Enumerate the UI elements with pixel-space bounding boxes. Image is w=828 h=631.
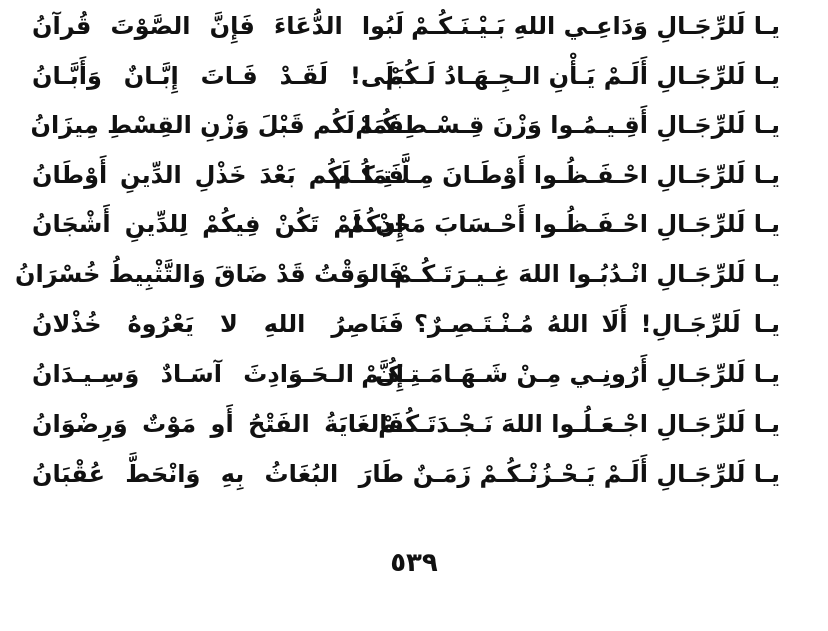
verse-first-hemistich: يـا لَلرِّجَـالِ احْـفَـظُـوا أَوْطَـانَ مِـلَّـتِـكُـم: [333, 161, 780, 189]
page-number: ٥٣٩: [390, 548, 438, 578]
verse-first-hemistich: يـا لَلرِّجَـالِ أَقِـيـمُـوا وَزْنَ قِـسْـطِـكُـمْ: [355, 111, 780, 139]
verse-line: [0, 398, 828, 450]
verse-first-hemistich: يـا لَلرِّجَـالِ! أَلَا اللهُ مُـنْـتَـصِـرٌ؟: [414, 310, 780, 338]
verse-first-hemistich: يـا لَلرِّجَـالِ اجْـعَـلُـوا اللهَ نَـجْـدَتَـكُـمْ: [378, 410, 780, 438]
verse-second-hemistich: إِنْ لَمْ تَكُنْ فِيكُمْ لِلدِّينِ أَشْجَانُ: [32, 210, 404, 238]
verse-line: [0, 248, 828, 300]
verse-first-hemistich: يـا لَلرِّجَـالِ وَدَاعِـي اللهِ بَـيْـنَـكُـمْ: [411, 12, 780, 40]
verse-line: [0, 198, 828, 250]
verse-second-hemistich: فَمَا لَكُم قَبْلَ وَزْنِ القِسْطِ مِيزَانُ: [30, 111, 404, 139]
verse-line: [0, 298, 828, 350]
verse-second-hemistich: لَبُوا الدُّعَاءَ فَإِنَّ الصَّوْتَ قُرآنُ: [32, 12, 404, 40]
verse-line: [0, 99, 828, 151]
verse-line: [0, 348, 828, 400]
verse-second-hemistich: فَالغَايَةُ الفَتْحُ أَو مَوْتٌ وَرِضْوَانُ: [32, 410, 404, 438]
verse-first-hemistich: يـا لَلرِّجَـالِ أَرُونِـي مِـنْ شَـهَـامَـتِـكُـمْ: [361, 360, 780, 388]
verse-line: [0, 0, 828, 52]
verse-second-hemistich: فَمَا لَكُم بَعْدَ خَذْلِ الدِّينِ أَوْطَانُ: [32, 161, 404, 189]
verse-second-hemistich: طَارَ البُغَاثُ بِهِ وَانْحَطَّ عُقْبَانُ: [32, 460, 404, 488]
verse-second-hemistich: فَالوَقْتُ قَدْ ضَاقَ وَالتَّثْبِيطُ خُسْرَانُ: [15, 260, 404, 288]
verse-line: [0, 50, 828, 102]
verse-line: [0, 448, 828, 500]
verse-first-hemistich: يـا لَلرِّجَـالِ احْـفَـظُـوا أَحْـسَابَ مَجْدِكُمْ: [347, 210, 780, 238]
verse-second-hemistich: بَلَى! لَقَـدْ فَـاتَ إِبَّـانٌ وَأَبَّـانُ: [32, 62, 404, 90]
verse-second-hemistich: إِنَّ الـحَـوَادِثَ آسَـادٌ وَسِـيـدَانُ: [32, 360, 404, 388]
verse-first-hemistich: يـا لَلرِّجَـالِ انْـدُبُـوا اللهَ غِـيـرَتَـكُـمْ: [394, 260, 780, 288]
verse-second-hemistich: فَنَاصِرُ اللهِ لا يَعْرُوهُ خُذْلانُ: [32, 310, 404, 338]
verse-first-hemistich: يـا لَلرِّجَـالِ أَلَـمْ يَـحْـزُنْـكُـمْ زَمَـنٌ: [412, 460, 780, 488]
verse-first-hemistich: يـا لَلرِّجَـالِ أَلَـمْ يَـأْنِ الـجِـهَـادُ لَـكُمْ: [385, 62, 780, 90]
verse-line: [0, 149, 828, 201]
